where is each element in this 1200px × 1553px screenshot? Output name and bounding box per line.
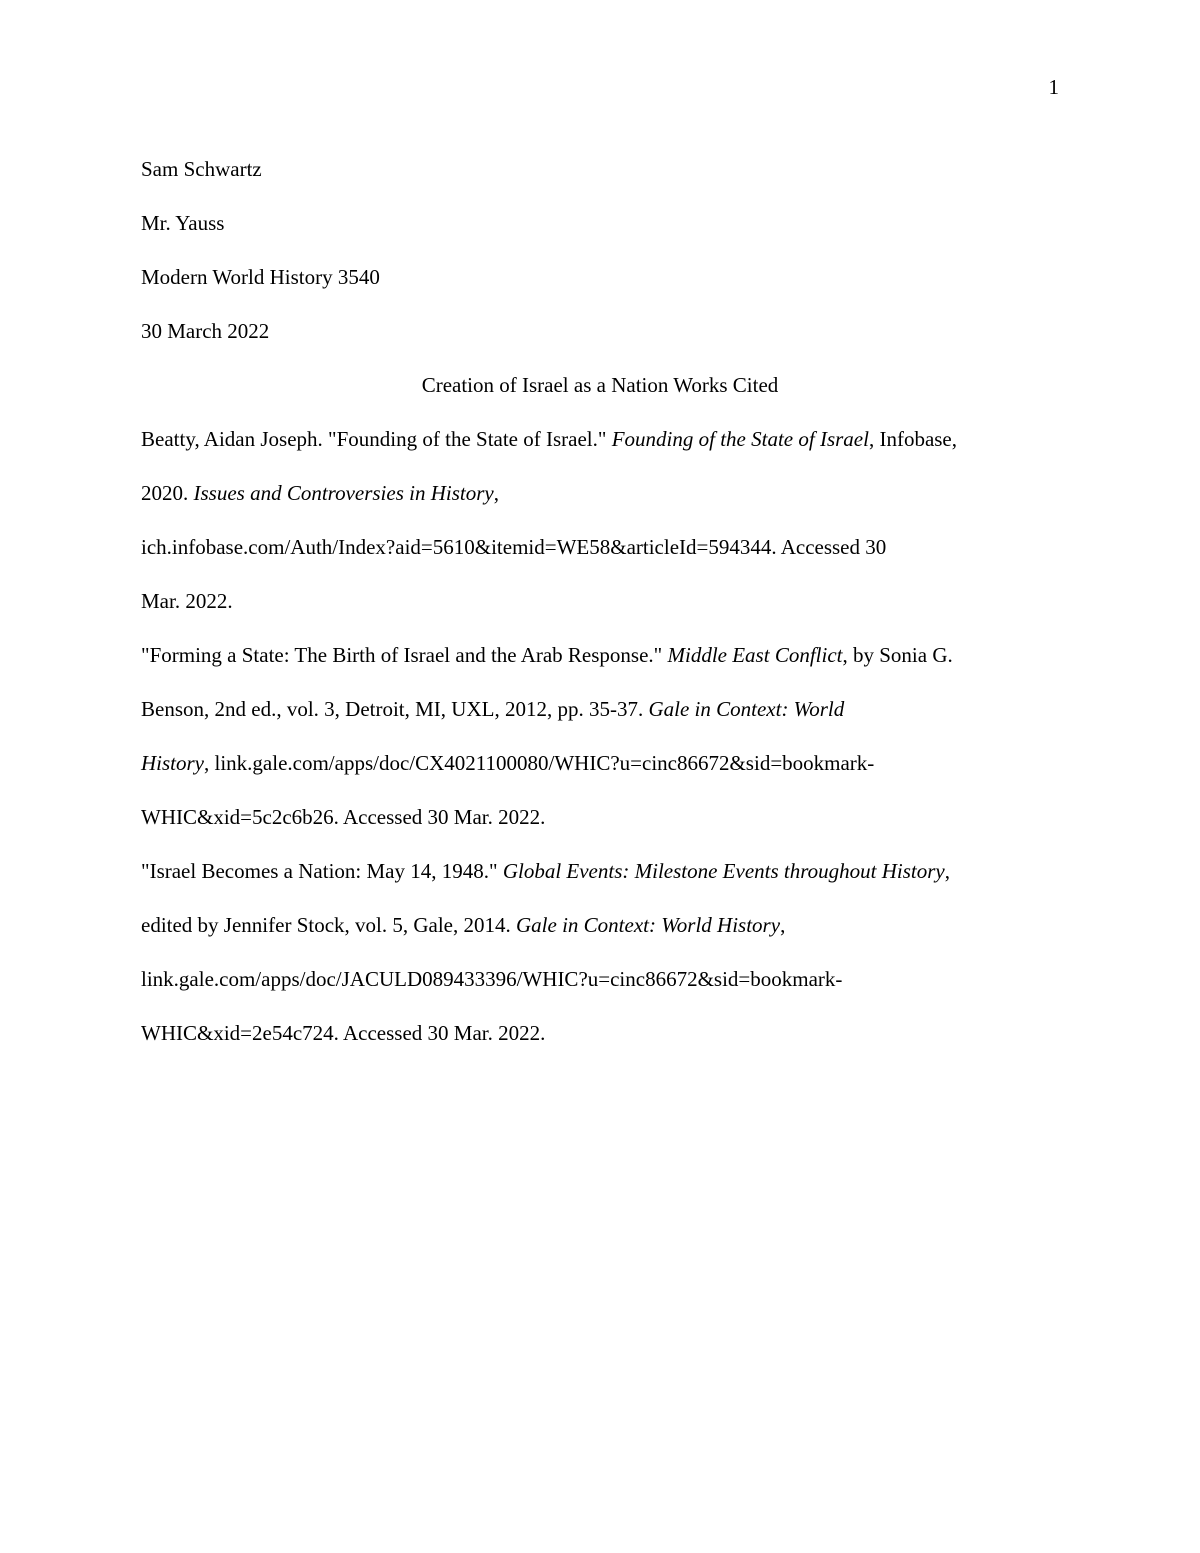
citation-line — [141, 952, 1059, 1006]
citation-italic-text: Gale in Context: World History — [516, 913, 781, 937]
citation-italic-text: Issues and Controversies in History — [193, 481, 494, 505]
citation-text: , — [780, 913, 786, 937]
citation-italic-text: Founding of the State of Israel — [611, 427, 869, 451]
citation-text: edited by Jennifer Stock, vol. 5, Gale, 2014. — [141, 913, 517, 937]
citation-text: 2020. — [141, 481, 194, 505]
citation-text: "Israel Becomes a Nation: May 14, 1948." — [141, 859, 503, 883]
page-number: 1 — [1048, 75, 1059, 99]
citation-line — [141, 790, 1059, 844]
citation-text: , by Sonia G. — [842, 643, 953, 667]
citation-text: "Forming a State: The Birth of Israel and the Arab Response." — [141, 643, 668, 667]
document-body — [141, 142, 1059, 1060]
works-cited-title: Creation of Israel as a Nation Works Cited — [421, 373, 779, 397]
citation-text: Benson, 2nd ed., vol. 3, Detroit, MI, UXL, 2012, pp. 35-37. — [141, 697, 649, 721]
citation-line — [141, 466, 1059, 520]
citation-text: WHIC&xid=2e54c724. Accessed 30 Mar. 2022. — [141, 1021, 546, 1045]
document-date: 30 March 2022 — [141, 319, 270, 343]
citation-text: WHIC&xid=5c2c6b26. Accessed 30 Mar. 2022. — [141, 805, 546, 829]
citation-italic-text: Middle East Conflict — [667, 643, 843, 667]
citation-text: Mar. 2022. — [141, 589, 233, 613]
citation-text: link.gale.com/apps/doc/JACULD089433396/WHIC?u=cinc86672&sid=bookmark- — [141, 967, 843, 991]
author-name: Sam Schwartz — [141, 157, 262, 181]
citation-line — [141, 628, 1059, 682]
citation-line — [141, 682, 1059, 736]
citation-line — [141, 574, 1059, 628]
citation-line — [141, 898, 1059, 952]
citation-italic-text: History — [141, 751, 204, 775]
citation-text: , — [493, 481, 499, 505]
citation-italic-text: Global Events: Milestone Events throughout History — [502, 859, 945, 883]
citation-entry — [141, 844, 1059, 1060]
citation-line — [141, 736, 1059, 790]
citation-line — [141, 520, 1059, 574]
citation-line — [141, 844, 1059, 898]
course-name: Modern World History 3540 — [141, 265, 380, 289]
citation-text: , — [944, 859, 950, 883]
citation-entry — [141, 412, 1059, 628]
works-cited-list — [141, 412, 1059, 1060]
citation-italic-text: Gale in Context: World — [648, 697, 845, 721]
citation-text: , link.gale.com/apps/doc/CX4021100080/WHIC?u=cinc86672&sid=bookmark- — [204, 751, 875, 775]
citation-line — [141, 412, 1059, 466]
instructor-name: Mr. Yauss — [141, 211, 225, 235]
citation-text: , Infobase, — [868, 427, 958, 451]
citation-line — [141, 1006, 1059, 1060]
citation-text: Beatty, Aidan Joseph. "Founding of the State of Israel." — [141, 427, 612, 451]
citation-entry — [141, 628, 1059, 844]
citation-text: ich.infobase.com/Auth/Index?aid=5610&itemid=WE58&articleId=594344. Accessed 30 — [141, 535, 887, 559]
